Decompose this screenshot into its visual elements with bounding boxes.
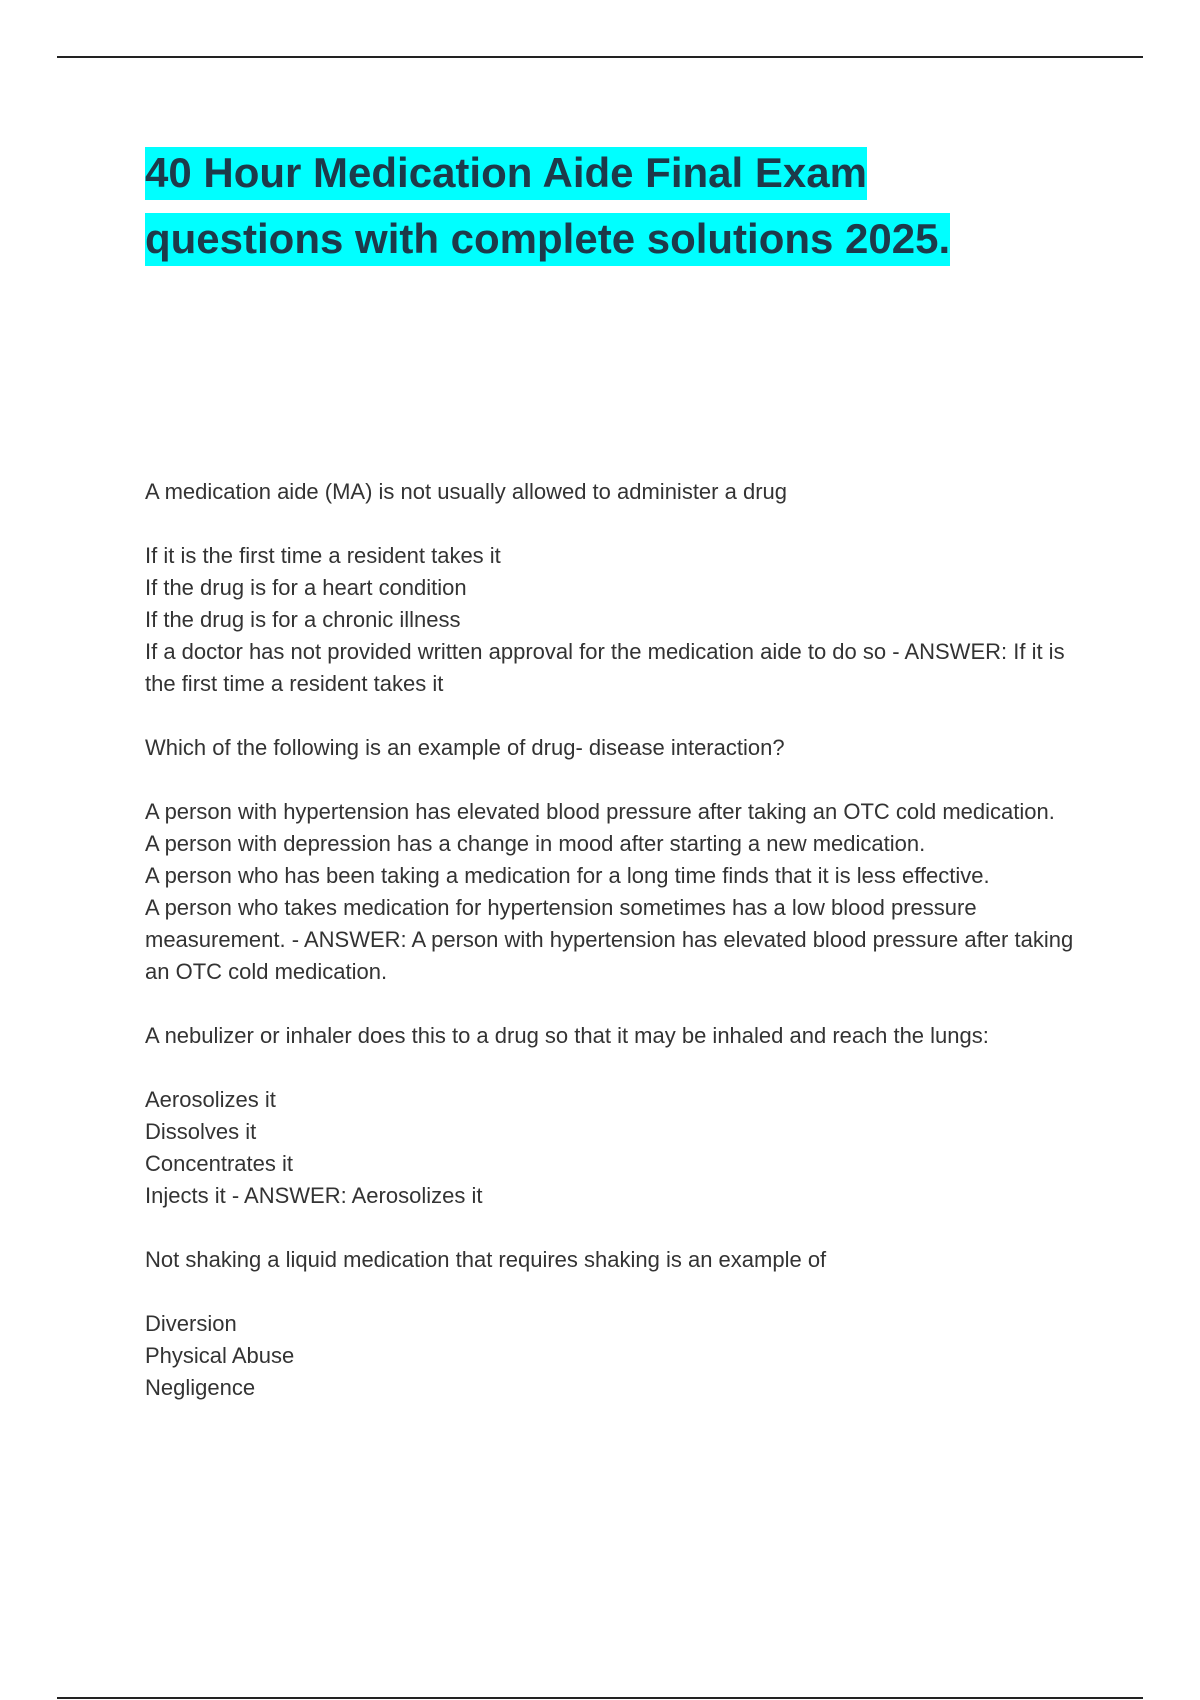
question-text: A nebulizer or inhaler does this to a drug so that it may be inhaled and reach the lungs: [145, 1023, 989, 1048]
option-text: Injects it [145, 1183, 226, 1208]
question-block-3 [145, 1020, 1080, 1212]
answer-label: - ANSWER: [285, 927, 412, 952]
question-block-4 [145, 1244, 1080, 1404]
answer-text: Aerosolizes it [351, 1183, 483, 1208]
answer-label: - ANSWER: [225, 1183, 352, 1208]
question-block-1 [145, 476, 1080, 700]
option-item: Dissolves it [145, 1119, 257, 1144]
option-item: A person with depression has a change in mood after starting a new medication. [145, 831, 926, 856]
option-item: If it is the first time a resident takes it [145, 543, 501, 568]
title-highlight-line-2: questions with complete solutions 2025. [145, 213, 950, 266]
question-block-2 [145, 732, 1080, 988]
option-text: A person who takes medication for hypertension sometimes has a low blood pressure measurement. [145, 895, 977, 952]
option-item: Aerosolizes it [145, 1087, 276, 1112]
question-text: Not shaking a liquid medication that requires shaking is an example of [145, 1247, 827, 1272]
option-item: If the drug is for a heart condition [145, 575, 467, 600]
option-item-with-answer [145, 1180, 1080, 1212]
question-text: A medication aide (MA) is not usually allowed to administer a drug [145, 479, 787, 504]
option-item-with-answer [145, 892, 1080, 988]
title-highlight-line-1: 40 Hour Medication Aide Final Exam [145, 147, 867, 200]
option-item: Physical Abuse [145, 1343, 295, 1368]
document-body [145, 476, 1080, 1436]
option-item: If the drug is for a chronic illness [145, 607, 461, 632]
option-item: Diversion [145, 1311, 237, 1336]
option-item: Negligence [145, 1375, 256, 1400]
document-title [145, 140, 1095, 272]
question-text: Which of the following is an example of drug- disease interaction? [145, 735, 785, 760]
bottom-rule [57, 1697, 1143, 1699]
top-rule [57, 56, 1143, 58]
option-item: A person with hypertension has elevated blood pressure after taking an OTC cold medication. [145, 799, 1055, 824]
option-text: If a doctor has not provided written approval for the medication aide to do so [145, 639, 887, 664]
option-item-with-answer [145, 636, 1080, 700]
answer-label: - ANSWER: [886, 639, 1014, 664]
answer-text: If it is the first time a resident takes it [145, 639, 1065, 696]
option-item: A person who has been taking a medication for a long time finds that it is less effective. [145, 863, 990, 888]
answer-text: A person with hypertension has elevated blood pressure after taking an OTC cold medication. [145, 927, 1074, 984]
option-item: Concentrates it [145, 1151, 293, 1176]
